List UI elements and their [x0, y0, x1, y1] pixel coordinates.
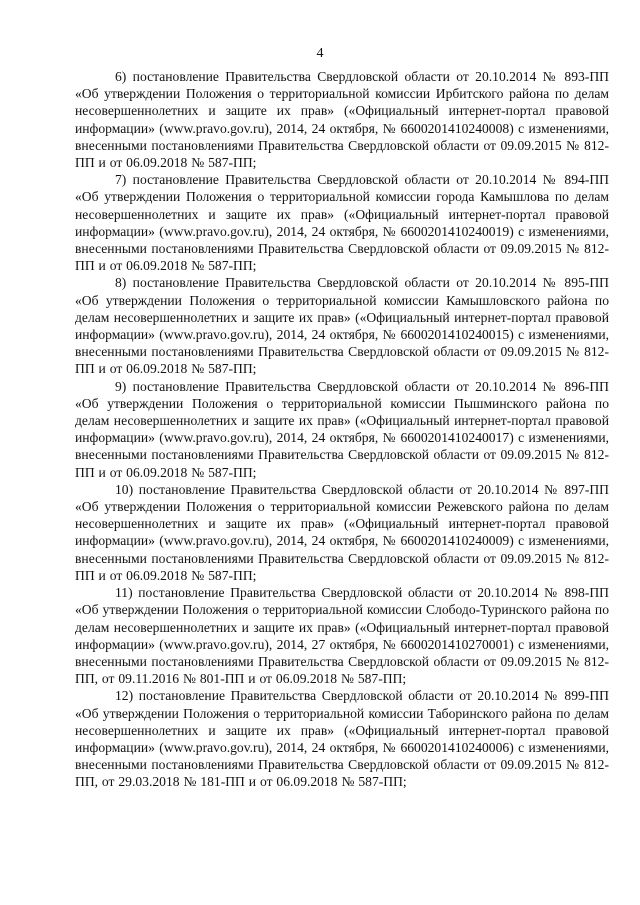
paragraph-item-6: 6) постановление Правительства Свердловской области от 20.10.2014 № 893-ПП «Об утверждении Положения о территориальной комиссии Ирбитского района по делам несовершеннолетних и защите их прав» («Официальный интернет-портал правовой информации» (www.pravo.gov.ru), 2014, 24 октября, № 6600201410240008) с изменениями, внесенными постановлениями Правительства Свердловской области от 09.09.2015 № 812-ПП и от 06.09.2018 № 587-ПП; — [75, 69, 609, 171]
paragraph-item-11: 11) постановление Правительства Свердловской области от 20.10.2014 № 898-ПП «Об утверждении Положения о территориальной комиссии Слободо-Туринского района по делам несовершеннолетних и защите их прав» («Официальный интернет-портал правовой информации» (www.pravo.gov.ru), 2014, 27 октября, № 6600201410270001) с изменениями, внесенными постановлениями Правительства Свердловской области от 09.09.2015 № 812-ПП, от 09.11.2016 № 801-ПП и от 06.09.2018 № 587-ПП; — [75, 585, 609, 687]
document-body — [75, 68, 609, 791]
paragraph-item-9: 9) постановление Правительства Свердловской области от 20.10.2014 № 896-ПП «Об утверждении Положения о территориальной комиссии Пышминского района по делам несовершеннолетних и защите их прав» («Официальный интернет-портал правовой информации» (www.pravo.gov.ru), 2014, 24 октября, № 6600201410240017) с изменениями, внесенными постановлениями Правительства Свердловской области от 09.09.2015 № 812-ПП и от 06.09.2018 № 587-ПП; — [75, 378, 609, 480]
paragraph-item-10: 10) постановление Правительства Свердловской области от 20.10.2014 № 897-ПП «Об утверждении Положения о территориальной комиссии Режевского района по делам несовершеннолетних и защите их прав» («Официальный интернет-портал правовой информации» (www.pravo.gov.ru), 2014, 24 октября, № 6600201410240009) с изменениями, внесенными постановлениями Правительства Свердловской области от 09.09.2015 № 812-ПП и от 06.09.2018 № 587-ПП; — [75, 481, 609, 583]
page-number: 4 — [316, 46, 324, 61]
paragraph-item-8: 8) постановление Правительства Свердловской области от 20.10.2014 № 895-ПП «Об утверждении Положения о территориальной комиссии Камышловского района по делам несовершеннолетних и защите их прав» («Официальный интернет-портал правовой информации» (www.pravo.gov.ru), 2014, 24 октября, № 6600201410240015) с изменениями, внесенными постановлениями Правительства Свердловской области от 09.09.2015 № 812-ПП и от 06.09.2018 № 587-ПП; — [75, 275, 609, 377]
paragraph-item-12: 12) постановление Правительства Свердловской области от 20.10.2014 № 899-ПП «Об утверждении Положения о территориальной комиссии Таборинского района по делам несовершеннолетних и защите их прав» («Официальный интернет-портал правовой информации» (www.pravo.gov.ru), 2014, 24 октября, № 6600201410240006) с изменениями, внесенными постановлениями Правительства Свердловской области от 09.09.2015 № 812-ПП, от 29.03.2018 № 181-ПП и от 06.09.2018 № 587-ПП; — [75, 688, 609, 790]
paragraph-item-7: 7) постановление Правительства Свердловской области от 20.10.2014 № 894-ПП «Об утверждении Положения о территориальной комиссии города Камышлова по делам несовершеннолетних и защите их прав» («Официальный интернет-портал правовой информации» (www.pravo.gov.ru), 2014, 24 октября, № 6600201410240019) с изменениями, внесенными постановлениями Правительства Свердловской области от 09.09.2015 № 812-ПП и от 06.09.2018 № 587-ПП; — [75, 172, 609, 274]
